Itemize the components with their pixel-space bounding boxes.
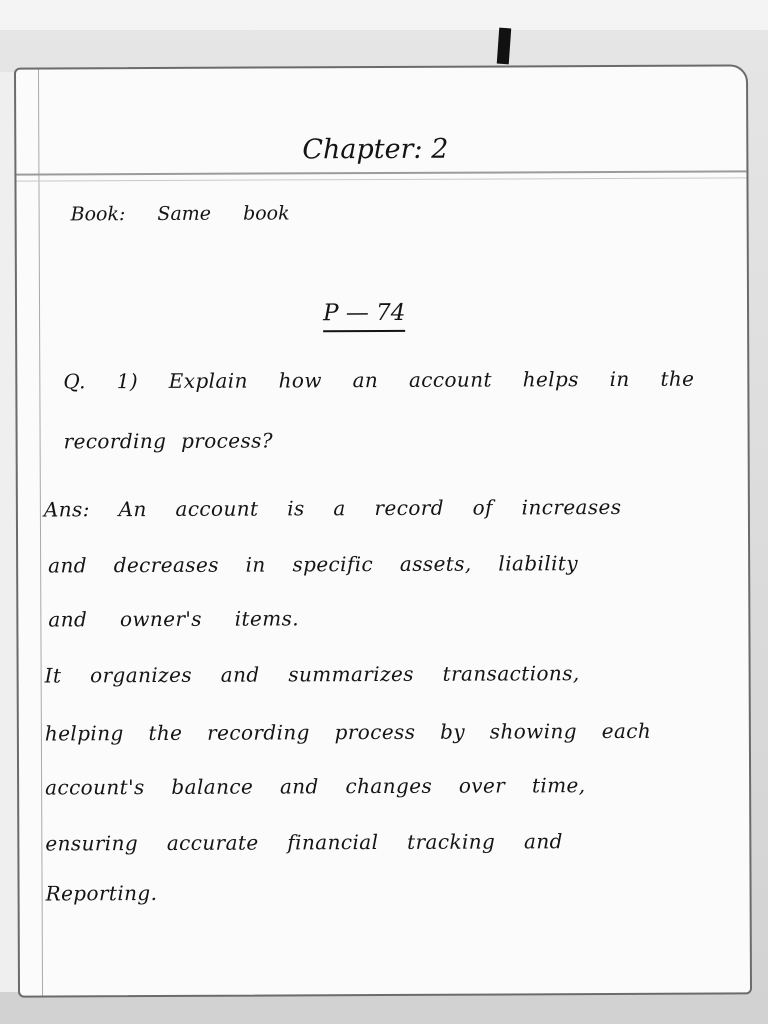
chapter-title: Chapter: 2 [302,133,449,166]
answer-line-7: ensuring accurate financial tracking and [45,829,563,856]
header-rule-secondary [16,177,746,181]
notebook-page [14,64,752,997]
pen [497,28,511,65]
header-rule [16,170,746,175]
answer-line-6: account's balance and changes over time, [45,773,586,800]
answer-line-2: and decreases in specific assets, liability [48,551,579,578]
answer-line-4: It organizes and summarizes transactions, [44,661,580,688]
question-line-2: recording process? [63,428,274,454]
answer-line-5: helping the recording process by showing each [44,718,652,746]
book-line: Book: Same book [70,202,290,226]
answer-line-8: Reporting. [45,880,158,906]
answer-line-1: Ans: An account is a record of increases [43,494,622,522]
margin-line [38,69,43,995]
previous-page-edge [0,0,768,30]
answer-line-3: and owner's items. [48,606,300,632]
page-reference: P — 74 [323,300,406,332]
question-line-1: Q. 1) Explain how an account helps in the [63,366,695,394]
